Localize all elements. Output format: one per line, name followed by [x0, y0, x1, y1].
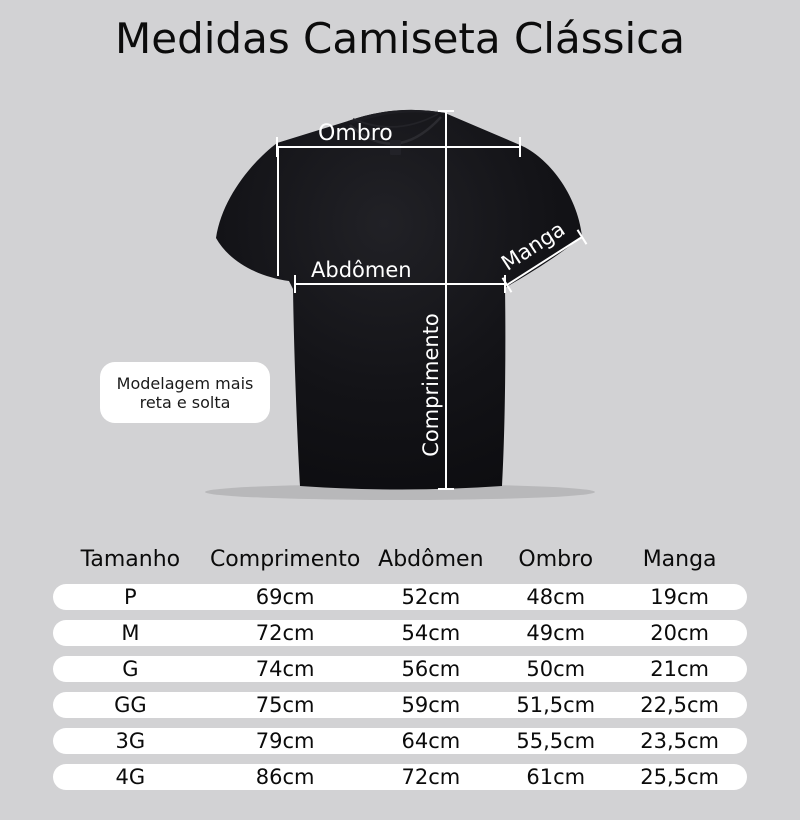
table-cell: 50cm [526, 657, 586, 681]
table-cell: 54cm [401, 621, 461, 645]
table-cell: 25,5cm [640, 765, 719, 789]
table-cell: 59cm [401, 693, 461, 717]
table-header-cell: Tamanho [80, 547, 181, 572]
table-header-cell: Comprimento [209, 547, 361, 572]
table-cell: 86cm [255, 765, 315, 789]
fit-note-box [100, 362, 270, 423]
table-cell: 79cm [255, 729, 315, 753]
table-cell: 75cm [255, 693, 315, 717]
table-cell: 51,5cm [516, 693, 596, 717]
table-cell: 4G [115, 765, 146, 789]
table-header-cell: Ombro [518, 547, 594, 572]
table-row [53, 728, 747, 754]
table-cell: G [122, 657, 139, 681]
table-header-row [53, 545, 747, 574]
table-cell: 52cm [401, 585, 461, 609]
table-cell: 56cm [401, 657, 461, 681]
table-row [53, 584, 747, 610]
table-cell: 21cm [650, 657, 709, 681]
table-cell: 49cm [526, 621, 586, 645]
table-cell: 72cm [401, 765, 461, 789]
fit-note-text: Modelagem mais reta e solta [116, 373, 254, 412]
tshirt-silhouette [216, 110, 582, 490]
table-row [53, 764, 747, 790]
table-row [53, 656, 747, 682]
table-cell: 69cm [255, 585, 315, 609]
size-table [53, 545, 747, 790]
table-cell: 55,5cm [516, 729, 596, 753]
table-cell: 61cm [526, 765, 586, 789]
table-row [53, 620, 747, 646]
table-row [53, 692, 747, 718]
table-cell: 72cm [255, 621, 315, 645]
page-title: Medidas Camiseta Clássica [115, 14, 685, 63]
table-cell: M [121, 621, 140, 645]
table-header-cell: Manga [642, 547, 717, 572]
manga-label: Manga [497, 216, 570, 276]
ombro-label: Ombro [318, 121, 393, 146]
table-cell: 20cm [650, 621, 709, 645]
table-header-cell: Abdômen [378, 547, 484, 572]
table-cell: P [124, 585, 137, 609]
table-cell: 64cm [401, 729, 461, 753]
table-cell: 3G [115, 729, 146, 753]
table-cell: 19cm [650, 585, 709, 609]
table-cell: 74cm [255, 657, 315, 681]
abdomen-label: Abdômen [311, 258, 412, 282]
table-cell: 23,5cm [640, 729, 719, 753]
comprimento-label: Comprimento [419, 313, 443, 457]
table-cell: 48cm [526, 585, 586, 609]
table-cell: 22,5cm [640, 693, 719, 717]
table-cell: GG [114, 693, 147, 717]
